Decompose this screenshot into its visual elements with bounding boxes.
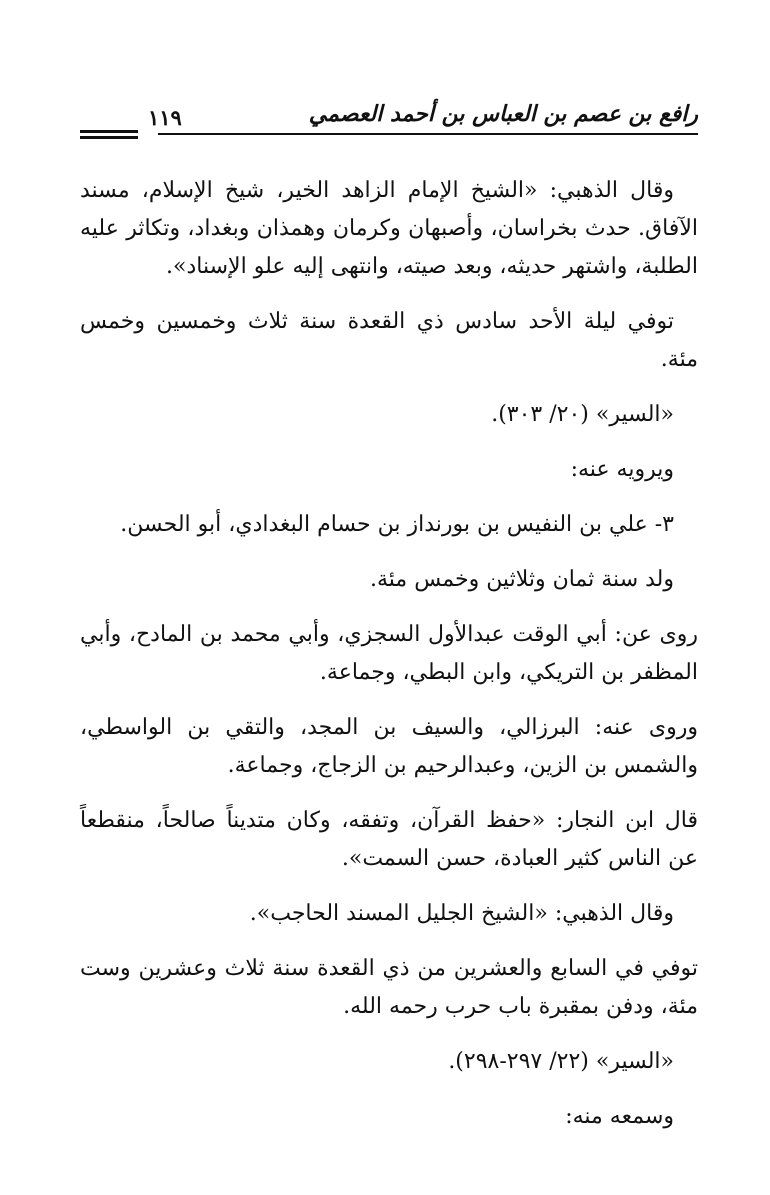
paragraph-citation-2: «السير» (٢٢/ ٢٩٧-٢٩٨). (448, 1049, 674, 1074)
running-head-title: رافع بن عصم بن العباس بن أحمد العصمي (308, 101, 698, 127)
paragraph-ibn-najjar-quote: قال ابن النجار: «حفظ القرآن، وتفقه، وكان متديناً صالحاً، منقطعاً عن الناس كثير العبادة، حسن السمت». (80, 808, 698, 871)
paragraph-dhahabi-quote-1: وقال الذهبي: «الشيخ الإمام الزاهد الخير، شيخ الإسلام، مسند الآفاق. حدث بخراسان، وأصبهان وكرمان وهمذان وبغداد، وتكاثر عليه الطلبة، واشتهر حديثه، وبعد صيته، وانتهى إليه علو الإسناد». (80, 178, 698, 279)
page-number: ١١٩ (148, 105, 182, 130)
paragraph-death-2: توفي في السابع والعشرين من ذي القعدة سنة ثلاث وعشرين وست مئة، ودفن بمقبرة باب حرب رحمه الله. (80, 956, 698, 1019)
paragraph-heard-from: وسمعه منه: (565, 1104, 674, 1129)
paragraph-narrated-from: روى عن: أبي الوقت عبدالأول السجزي، وأبي محمد بن المادح، وأبي المظفر بن التريكي، وابن البطي، وجماعة. (80, 622, 698, 685)
paragraph-narrated-by: ويرويه عنه: (570, 457, 674, 482)
header-rule (158, 133, 698, 135)
paragraph-entry-3: ٣- علي بن النفيس بن بورنداز بن حسام البغدادي، أبو الحسن. (120, 512, 674, 537)
paragraph-death-1: توفي ليلة الأحد سادس ذي القعدة سنة ثلاث وخمسين وخمس مئة. (80, 309, 698, 372)
paragraph-narrators: وروى عنه: البرزالي، والسيف بن المجد، والتقي بن الواسطي، والشمس بن الزين، وعبدالرحيم بن الزجاج، وجماعة. (80, 715, 698, 778)
paragraph-dhahabi-quote-2: وقال الذهبي: «الشيخ الجليل المسند الحاجب». (249, 901, 674, 926)
paragraph-birth: ولد سنة ثمان وثلاثين وخمس مئة. (370, 567, 674, 592)
running-header (80, 95, 698, 139)
page-number-rule-top (80, 130, 138, 133)
page-body (80, 172, 698, 1153)
paragraph-citation-1: «السير» (٢٠/ ٣٠٣). (491, 402, 674, 427)
page-number-rule-bottom (80, 136, 138, 139)
